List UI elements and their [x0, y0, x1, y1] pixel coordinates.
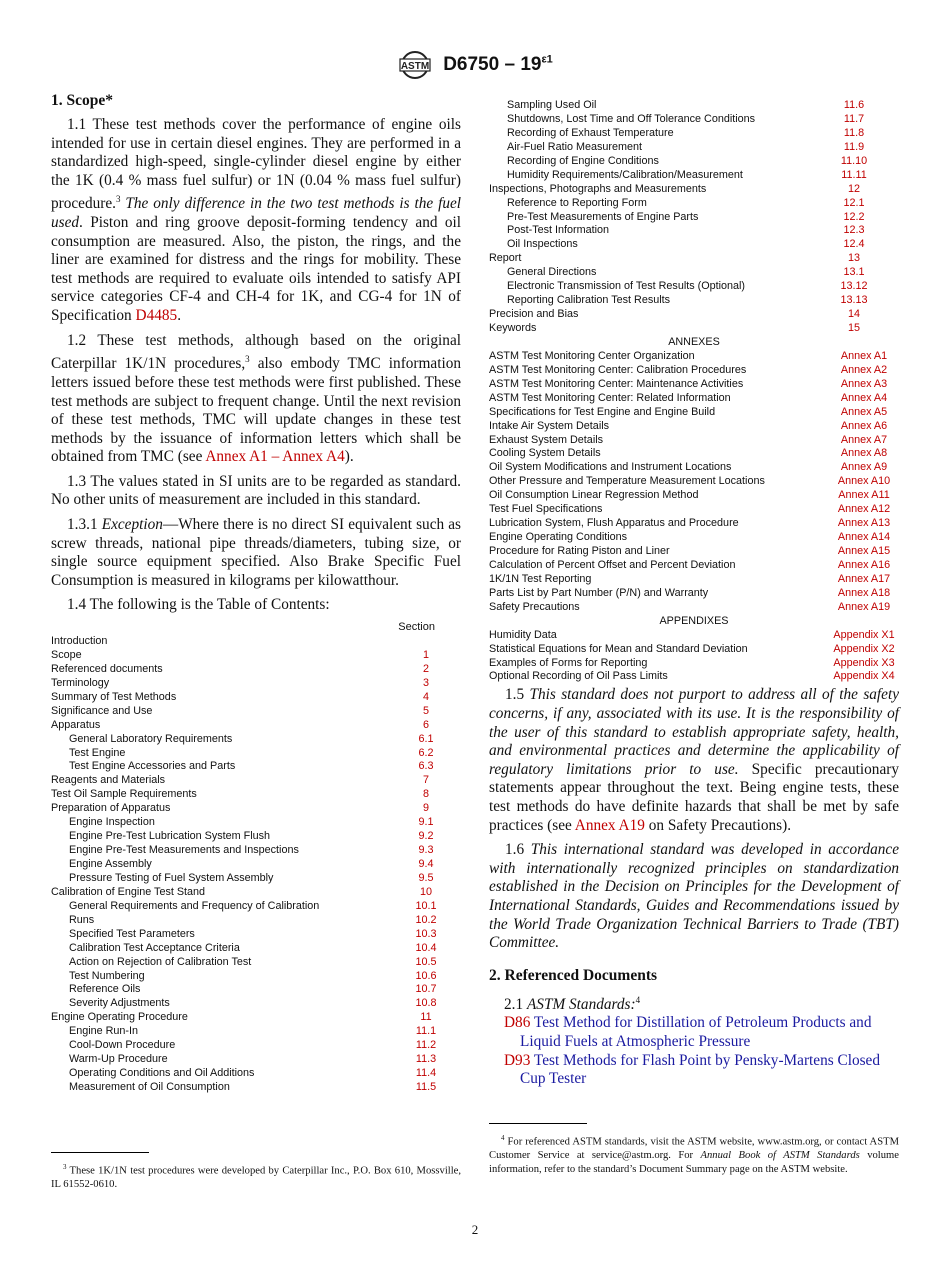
- para-1-3-1: 1.3.1 Exception—Where there is no direct SI equivalent such as screw threads, national pipe threads/diameters, tubing size, or single source equipment specified. Also Brake Specific Fuel Consumption is measured in kilograms per kilowatthour.: [51, 516, 462, 589]
- toc-row: [489, 447, 899, 461]
- toc-row: [51, 844, 461, 858]
- ref-d86-title[interactable]: Test Method for Distillation of Petroleum Products and Liquid Fuels at Atmospheric Pressure: [520, 1014, 872, 1050]
- toc-row: [51, 663, 461, 677]
- toc-title: Procedure for Rating Piston and Liner: [489, 545, 670, 557]
- toc-title: Referenced documents: [51, 662, 163, 675]
- toc-title: Engine Assembly: [69, 858, 152, 871]
- toc-section-link[interactable]: 13.12: [840, 280, 868, 293]
- toc-row: [489, 629, 899, 643]
- toc-row: [489, 294, 899, 308]
- toc-row: [489, 127, 899, 141]
- toc-section-link[interactable]: 10.5: [415, 955, 437, 968]
- toc-title: Exhaust System Details: [489, 433, 604, 446]
- toc-title: Reporting Calibration Test Results: [507, 294, 671, 307]
- toc-section-link[interactable]: Annex A17: [837, 572, 891, 585]
- toc-section-link[interactable]: 13.1: [843, 266, 865, 279]
- toc-row: [489, 531, 899, 545]
- toc-title: Calculation of Percent Offset and Percent Deviation: [489, 558, 736, 571]
- toc-section-link[interactable]: 9.1: [418, 816, 434, 829]
- toc-row: [489, 573, 899, 587]
- toc-appendixes: [489, 629, 899, 685]
- toc-title: Humidity Requirements/Calibration/Measurement: [507, 168, 743, 181]
- link-annex-a1-a4[interactable]: Annex A1 – Annex A4: [205, 448, 345, 466]
- toc-section-link[interactable]: 9.5: [418, 871, 434, 884]
- toc-title: Pressure Testing of Fuel System Assembly: [69, 871, 274, 884]
- toc-section-link[interactable]: 1: [422, 648, 429, 661]
- toc-title: Lubrication System, Flush Apparatus and Procedure: [489, 517, 739, 530]
- toc-title: 1K/1N Test Reporting: [489, 572, 592, 585]
- toc-title: Test Fuel Specifications: [489, 503, 603, 516]
- toc-section-link[interactable]: 10.3: [415, 927, 437, 940]
- toc-row: [51, 677, 461, 691]
- toc-section-link[interactable]: Annex A4: [840, 391, 888, 404]
- para-1-1: 1.1 These test methods cover the performance of engine oils intended for use in certain diesel engines. They are performed in a standardized high-speed, single-cylinder diesel engine by either the 1K (0.4 % mass fuel sulfur) or 1N (0.04 % mass fuel sulfur) procedure.$^3$ The only difference in the two test methods is the fuel used. Piston and ring groove deposit-forming tendency and oil consumption are measured. Also, the piston, the rings, and the liner are examined for distress and the rings for mobility. These test methods are required to evaluate oils intended to satisfy API service categories CF-4 and CH-4 for 1K, and CG-4 for 1N of Specification D4485.: [51, 116, 462, 325]
- toc-section-link[interactable]: 11.10: [840, 154, 868, 167]
- toc-section-link[interactable]: Appendix X3: [833, 656, 895, 669]
- ref-d86-code[interactable]: D86: [504, 1014, 531, 1032]
- toc-section-link[interactable]: 10.7: [415, 983, 437, 996]
- toc-row: [489, 364, 899, 378]
- toc-row: [489, 657, 899, 671]
- toc-title: Report: [489, 252, 522, 265]
- ref-d86: [489, 1014, 899, 1051]
- toc-title: Reference Oils: [69, 983, 141, 996]
- toc-row: [51, 816, 461, 830]
- toc-row: [489, 155, 899, 169]
- ref-d93-code[interactable]: D93: [504, 1051, 531, 1069]
- toc-section-link[interactable]: Annex A7: [840, 433, 888, 446]
- toc-section-link[interactable]: Annex A13: [837, 517, 891, 530]
- toc-row: [489, 252, 899, 266]
- toc-section-link[interactable]: 11.11: [841, 168, 867, 181]
- toc-title: Preparation of Apparatus: [51, 802, 171, 815]
- toc-row: [51, 705, 461, 719]
- toc-row: [51, 858, 461, 872]
- toc-title: Engine Inspection: [69, 816, 155, 829]
- toc-row: [51, 1039, 461, 1053]
- toc-annexes: [489, 350, 899, 615]
- ref-d93: [489, 1052, 899, 1089]
- toc-section-link[interactable]: Annex A3: [840, 377, 888, 390]
- toc-title: Specified Test Parameters: [69, 927, 195, 940]
- toc-section-link[interactable]: Annex A11: [838, 489, 890, 502]
- toc-row: [51, 872, 461, 886]
- toc-row: [489, 503, 899, 517]
- toc-title: Severity Adjustments: [69, 997, 170, 1010]
- toc-title: Shutdowns, Lost Time and Off Tolerance Conditions: [507, 112, 756, 125]
- toc-section-link[interactable]: 7: [422, 774, 429, 787]
- link-annex-a19[interactable]: Annex A19: [574, 816, 645, 834]
- toc-row: [51, 1011, 461, 1025]
- toc-section-link[interactable]: 6.2: [418, 746, 434, 759]
- toc-section-link[interactable]: 2: [422, 662, 429, 675]
- toc-section-link[interactable]: 11.2: [415, 1039, 437, 1052]
- toc-section-link[interactable]: 15: [847, 322, 860, 334]
- toc-section-link[interactable]: Appendix X2: [833, 642, 895, 655]
- toc-section-link[interactable]: Appendix X1: [833, 628, 895, 641]
- toc-section-link[interactable]: Annex A10: [837, 475, 891, 488]
- toc-section-link[interactable]: Annex A8: [840, 447, 888, 460]
- toc-left: [51, 635, 461, 1095]
- toc-row: [489, 420, 899, 434]
- toc-section-link[interactable]: 11.1: [415, 1025, 437, 1038]
- toc-title: Test Oil Sample Requirements: [51, 788, 197, 801]
- toc-section-link[interactable]: 12: [847, 182, 860, 195]
- toc-title: Engine Operating Conditions: [489, 531, 628, 544]
- toc-row: [489, 489, 899, 503]
- page-number: 2: [471, 1222, 479, 1237]
- toc-section-link[interactable]: Annex A9: [840, 461, 888, 474]
- toc-title: Reagents and Materials: [51, 774, 166, 787]
- toc-title: ASTM Test Monitoring Center Organization: [489, 349, 695, 362]
- toc-row: [489, 350, 899, 364]
- toc-section-link[interactable]: 10.8: [415, 997, 437, 1010]
- toc-row: [51, 635, 461, 649]
- annexes-heading: ANNEXES: [668, 335, 720, 348]
- toc-title: Intake Air System Details: [489, 419, 610, 432]
- toc-row: [489, 197, 899, 211]
- toc-section-link[interactable]: 10.6: [415, 969, 437, 982]
- toc-title: Scope: [51, 648, 82, 661]
- svg-text:ASTM: ASTM: [401, 61, 430, 72]
- toc-section-link[interactable]: 10.1: [415, 899, 437, 912]
- toc-section-link[interactable]: 10.4: [415, 941, 437, 954]
- toc-section-link[interactable]: 14: [847, 308, 860, 321]
- toc-section-link[interactable]: 11.3: [415, 1053, 437, 1066]
- toc-title: Reference to Reporting Form: [507, 196, 647, 209]
- toc-section-link[interactable]: 5: [422, 704, 429, 717]
- toc-title: Other Pressure and Temperature Measurement Locations: [489, 475, 765, 488]
- toc-title: Terminology: [51, 676, 110, 689]
- toc-title: Engine Run-In: [69, 1025, 139, 1038]
- toc-title: Test Engine Accessories and Parts: [69, 760, 236, 773]
- toc-title: Action on Rejection of Calibration Test: [69, 955, 252, 968]
- toc-row: [489, 266, 899, 280]
- toc-title: Examples of Forms for Reporting: [489, 656, 648, 669]
- toc-section-header: Section: [398, 621, 435, 634]
- toc-row: [51, 942, 461, 956]
- toc-section-link[interactable]: Annex A15: [837, 545, 891, 557]
- toc-title: Specifications for Test Engine and Engine Build: [489, 405, 716, 418]
- toc-row: [489, 517, 899, 531]
- toc-row: [489, 559, 899, 573]
- para-1-4: 1.4 The following is the Table of Contents:: [67, 596, 330, 614]
- toc-row: [51, 788, 461, 802]
- toc-row: [51, 719, 461, 733]
- toc-row: [51, 747, 461, 761]
- toc-section-link[interactable]: 13: [847, 252, 860, 265]
- toc-section-link[interactable]: 10.2: [415, 913, 437, 926]
- footnote-rule: [51, 1152, 149, 1153]
- designation: $D6750 - 19^{\varepsilon 1}$: [443, 53, 553, 76]
- toc-row: [51, 802, 461, 816]
- toc-title: Engine Pre-Test Lubrication System Flush: [69, 830, 271, 843]
- toc-title: Keywords: [489, 322, 537, 334]
- toc-title: Oil System Modifications and Instrument Locations: [489, 461, 732, 474]
- toc-title: Recording of Engine Conditions: [507, 154, 659, 167]
- toc-row: [51, 649, 461, 663]
- toc-title: Precision and Bias: [489, 308, 579, 321]
- toc-row: [51, 1081, 461, 1095]
- toc-title: General Directions: [507, 266, 597, 279]
- toc-row: [489, 183, 899, 197]
- toc-title: Humidity Data: [489, 628, 557, 641]
- toc-section-link[interactable]: 12.1: [843, 196, 865, 209]
- toc-title: Measurement of Oil Consumption: [69, 1081, 230, 1094]
- toc-row: [489, 322, 899, 336]
- footnote-4: $^4$ For referenced ASTM standards, visit the ASTM website, www.astm.org, or contact ASTM Customer Service at service@astm.org. For Annual Book of ASTM Standards volume information, refer to the standard’s Document Summary page on the ASTM website.: [489, 1123, 899, 1176]
- toc-section-link[interactable]: 6: [422, 718, 429, 731]
- toc-section-link[interactable]: 10: [419, 885, 432, 898]
- toc-title: ASTM Test Monitoring Center: Calibration Procedures: [489, 363, 747, 376]
- toc-title: Introduction: [51, 635, 108, 648]
- toc-title: Cool-Down Procedure: [69, 1039, 176, 1052]
- toc-title: Engine Pre-Test Measurements and Inspections: [69, 844, 299, 857]
- toc-row: [51, 997, 461, 1011]
- toc-row: [489, 238, 899, 252]
- footnote-rule: [489, 1123, 587, 1124]
- para-1-6: 1.6 This international standard was developed in accordance with internationally recognized principles on standardization established in the Decision on Principles for the Development of International Standards, Guides and Recommendations issued by the World Trade Organization Technical Barriers to Trade (TBT) Committee.: [489, 841, 899, 952]
- toc-section-link[interactable]: Annex A14: [837, 531, 891, 544]
- toc-row: [489, 224, 899, 238]
- toc-title: Optional Recording of Oil Pass Limits: [489, 670, 668, 683]
- toc-row: [489, 308, 899, 322]
- astm-logo-icon: [397, 50, 433, 80]
- toc-row: [489, 434, 899, 448]
- toc-row: [489, 601, 899, 615]
- para-1-5: 1.5 This standard does not purport to address all of the safety concerns, if any, associated with its use. It is the responsibility of the user of this standard to establish appropriate safety, health, and environmental practices and determine the applicability of regulatory limitations prior to use. Specific precautionary statements appear throughout the text. Being engine tests, these test methods do have definite hazards that shall be met by safe practices (see Annex A19 on Safety Precautions).: [489, 686, 900, 834]
- para-1-2: 1.2 These test methods, although based on the original Caterpillar 1K/1N procedures,$^3$ also embody TMC information letters issued before these test methods were first published. These test methods are subject to frequent change. Until the next revision of these test methods, TMC will update changes in these test methods by the issuance of information letters which shall be obtained from TMC (see Annex A1 – Annex A4).: [51, 331, 462, 466]
- refdocs-list: [489, 991, 899, 1089]
- toc-row: [489, 113, 899, 127]
- toc-section-link[interactable]: 9: [422, 802, 429, 815]
- toc-section-link[interactable]: Annex A12: [837, 503, 891, 516]
- toc-section-link[interactable]: 6.3: [418, 760, 434, 773]
- toc-section-link[interactable]: 8: [422, 788, 429, 801]
- toc-row: [489, 461, 899, 475]
- toc-row: [489, 392, 899, 406]
- toc-title: General Laboratory Requirements: [69, 732, 233, 745]
- toc-title: Oil Consumption Linear Regression Method: [489, 489, 699, 502]
- toc-right: [489, 99, 899, 336]
- scope-heading: 1. Scope*: [51, 92, 113, 109]
- toc-section-link[interactable]: 6.1: [418, 732, 434, 745]
- toc-row: [51, 970, 461, 984]
- toc-title: Test Engine: [69, 746, 126, 759]
- toc-row: [51, 1067, 461, 1081]
- toc-section-link[interactable]: Appendix X4: [833, 670, 895, 683]
- toc-section-link[interactable]: 13.13: [840, 294, 868, 307]
- refdocs-heading: 2. Referenced Documents: [489, 966, 658, 984]
- toc-row: [489, 545, 899, 559]
- toc-section-link[interactable]: 11.4: [415, 1067, 437, 1080]
- toc-section-link[interactable]: 11.8: [843, 126, 865, 139]
- toc-row: [51, 691, 461, 705]
- toc-title: Operating Conditions and Oil Additions: [69, 1067, 255, 1080]
- toc-section-link[interactable]: 9.3: [418, 844, 434, 857]
- toc-section-link[interactable]: Annex A18: [837, 586, 891, 599]
- toc-section-link[interactable]: 3: [422, 676, 429, 689]
- toc-section-link[interactable]: 11.7: [843, 112, 865, 125]
- toc-title: Warm-Up Procedure: [69, 1053, 168, 1066]
- toc-title: Parts List by Part Number (P/N) and Warranty: [489, 586, 709, 599]
- toc-title: Recording of Exhaust Temperature: [507, 126, 674, 139]
- toc-title: Significance and Use: [51, 704, 153, 717]
- toc-title: Cooling System Details: [489, 447, 601, 460]
- toc-row: [51, 914, 461, 928]
- toc-title: Calibration of Engine Test Stand: [51, 885, 206, 898]
- toc-section-link[interactable]: 4: [422, 690, 429, 703]
- page-header: [0, 50, 950, 80]
- toc-title: General Requirements and Frequency of Calibration: [69, 899, 320, 912]
- toc-row: [489, 587, 899, 601]
- toc-section-link[interactable]: 11.5: [415, 1081, 437, 1094]
- toc-section-link[interactable]: 12.2: [843, 210, 865, 223]
- toc-title: Calibration Test Acceptance Criteria: [69, 941, 240, 954]
- toc-row: [489, 643, 899, 657]
- toc-title: Pre-Test Measurements of Engine Parts: [507, 210, 699, 223]
- toc-title: Test Numbering: [69, 969, 145, 982]
- toc-section-link[interactable]: 12.3: [843, 224, 865, 237]
- footnote-3: $^3$ These 1K/1N test procedures were developed by Caterpillar Inc., P.O. Box 610, Mossville, IL 61552-0610.: [51, 1152, 461, 1192]
- toc-row: [51, 886, 461, 900]
- toc-section-link[interactable]: Annex A19: [837, 600, 891, 613]
- toc-section-link[interactable]: Annex A16: [837, 558, 891, 571]
- toc-title: Runs: [69, 913, 95, 926]
- toc-row: [489, 406, 899, 420]
- toc-section-link[interactable]: 11.6: [843, 99, 865, 111]
- toc-section-link[interactable]: 9.4: [418, 858, 434, 871]
- toc-title: Summary of Test Methods: [51, 690, 177, 703]
- toc-row: [489, 211, 899, 225]
- toc-section-link[interactable]: 9.2: [418, 830, 434, 843]
- toc-title: Electronic Transmission of Test Results (Optional): [507, 280, 746, 293]
- toc-title: ASTM Test Monitoring Center: Related Information: [489, 391, 731, 404]
- ref-d93-title[interactable]: Test Methods for Flash Point by Pensky-Martens Closed Cup Tester: [520, 1051, 880, 1088]
- toc-row: [489, 141, 899, 155]
- toc-row: [51, 774, 461, 788]
- toc-title: Engine Operating Procedure: [51, 1011, 188, 1024]
- toc-row: [51, 733, 461, 747]
- toc-section-link[interactable]: 12.4: [843, 238, 865, 251]
- toc-section-link[interactable]: 11: [420, 1011, 432, 1024]
- toc-section-link[interactable]: 11.9: [843, 140, 865, 153]
- toc-row: [51, 956, 461, 970]
- toc-title: Air-Fuel Ratio Measurement: [507, 140, 643, 153]
- toc-row: [489, 169, 899, 183]
- para-1-3: 1.3 The values stated in SI units are to be regarded as standard. No other units of measurement are included in this standard.: [51, 472, 461, 509]
- toc-section-link[interactable]: Annex A5: [840, 405, 888, 418]
- toc-section-link[interactable]: Annex A1: [840, 349, 888, 362]
- toc-row: [51, 900, 461, 914]
- toc-row: [489, 670, 899, 684]
- toc-title: Apparatus: [51, 718, 101, 731]
- toc-title: Post-Test Information: [507, 224, 610, 237]
- appendixes-heading: APPENDIXES: [659, 614, 729, 627]
- toc-row: [51, 928, 461, 942]
- link-d4485[interactable]: D4485: [135, 307, 178, 325]
- toc-section-link[interactable]: Annex A6: [840, 419, 888, 432]
- toc-section-link[interactable]: Annex A2: [840, 363, 888, 376]
- toc-row: [51, 830, 461, 844]
- toc-title: Inspections, Photographs and Measurements: [489, 182, 707, 195]
- toc-row: [489, 475, 899, 489]
- toc-row: [51, 760, 461, 774]
- toc-row: [51, 1053, 461, 1067]
- toc-row: [51, 983, 461, 997]
- toc-row: [489, 280, 899, 294]
- toc-title: Oil Inspections: [507, 238, 578, 251]
- toc-row: [489, 99, 899, 113]
- toc-title: Statistical Equations for Mean and Standard Deviation: [489, 642, 748, 655]
- para-2-1: 2.1 ASTM Standards:$^4$: [504, 994, 641, 1013]
- toc-title: Sampling Used Oil: [507, 99, 597, 111]
- toc-row: [489, 378, 899, 392]
- toc-row: [51, 1025, 461, 1039]
- toc-title: Safety Precautions: [489, 600, 580, 613]
- toc-title: ASTM Test Monitoring Center: Maintenance Activities: [489, 377, 744, 390]
